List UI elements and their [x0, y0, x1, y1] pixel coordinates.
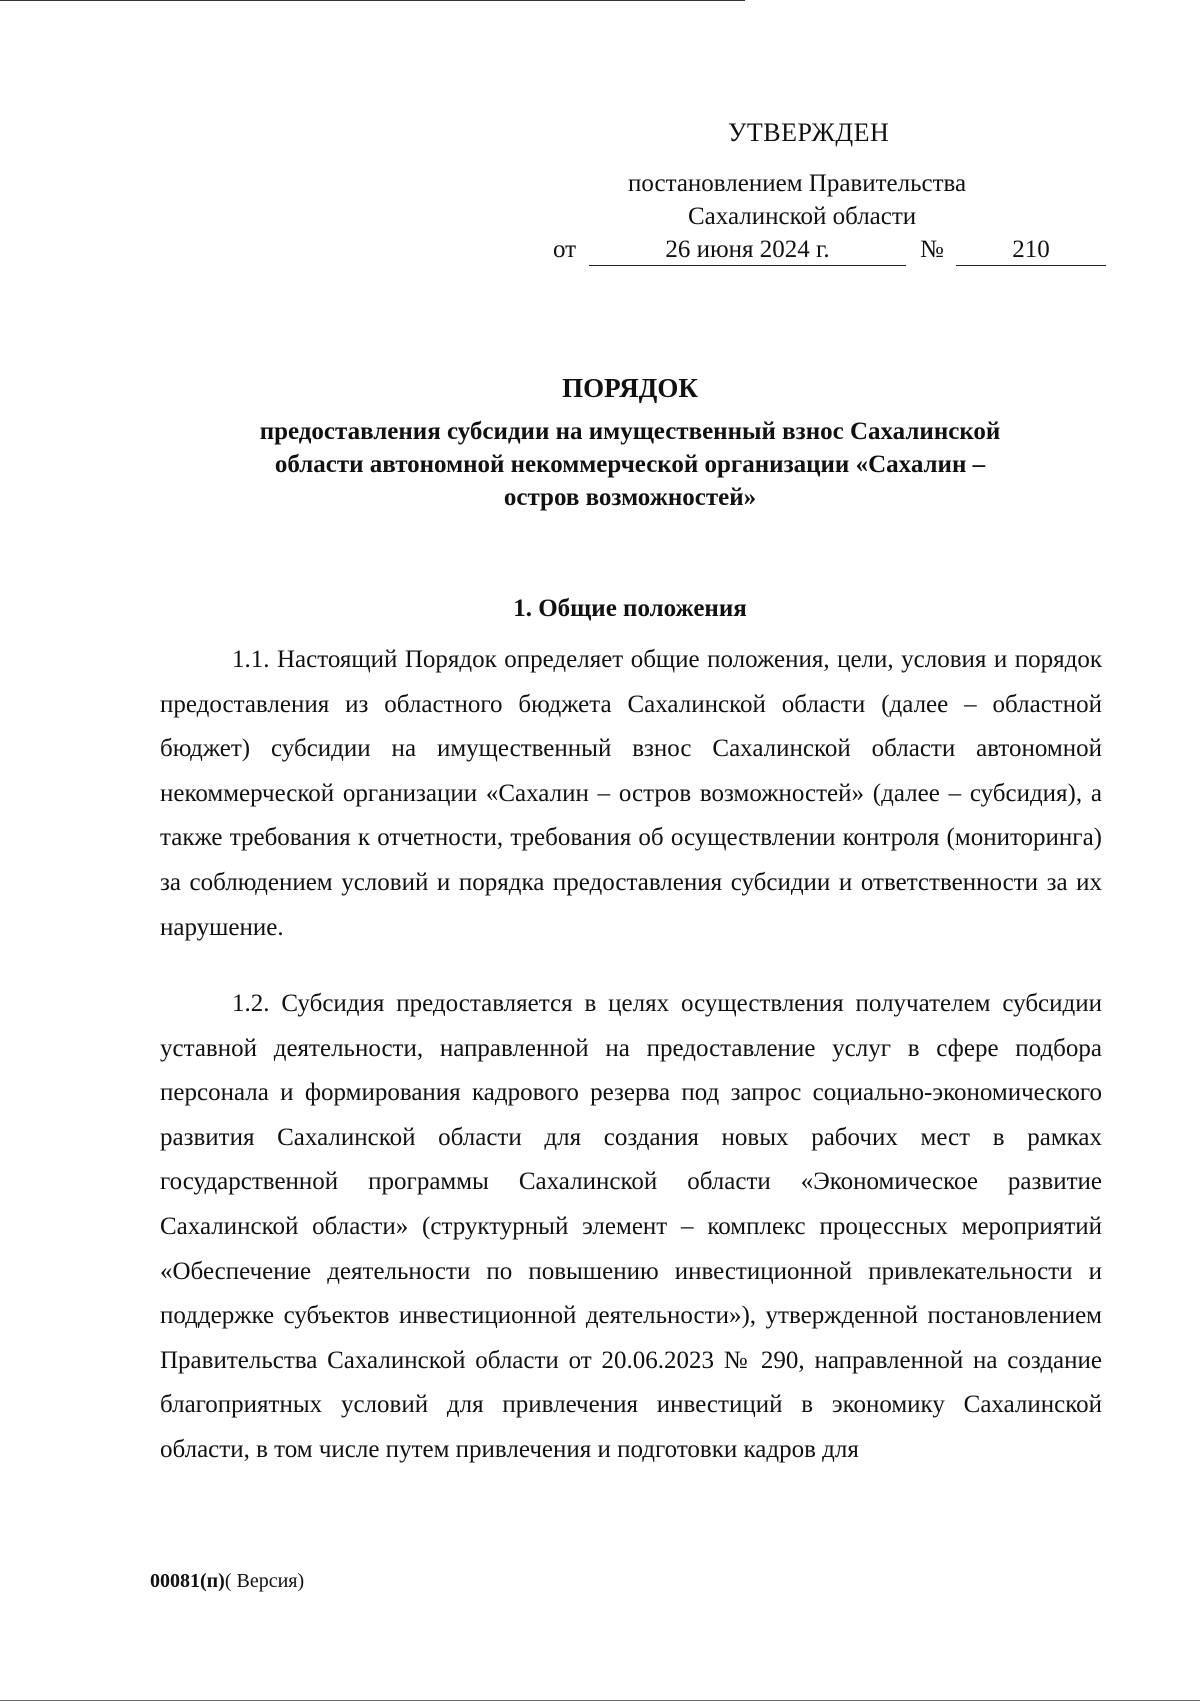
- approval-number: 210: [956, 236, 1106, 266]
- footer-document-code: [150, 1570, 304, 1593]
- document-title: ПОРЯДОК: [562, 373, 698, 403]
- bottom-edge-rule: [0, 1700, 1200, 1701]
- footer-code: 00081(п): [150, 1570, 225, 1592]
- paragraph-1-2: 1.2. Субсидия предоставляется в целях осуществления получателем субсидии уставной деятельности, направленной на предоставление услуг в сфере подбора персонала и формирования кадрового резерва под запрос социально-экономического развития Сахалинской области для создания новых рабочих мест в рамках государственной программы Сахалинской области «Экономическое развитие Сахалинской области» (структурный элемент – комплекс процессных мероприятий «Обеспечение деятельности по повышению инвестиционной привлекательности и поддержке субъектов инвестиционной деятельности»), утвержденной постановлением Правительства Сахалинской области от 20.06.2023 № 290, направленной на создание благоприятных условий для привлечения инвестиций в экономику Сахалинской области, в том числе путем привлечения и подготовки кадров для: [160, 990, 1102, 1463]
- approval-date: 26 июня 2024 г.: [589, 236, 906, 266]
- approval-line-region: Сахалинской области: [688, 203, 917, 230]
- top-edge-rule: [0, 0, 745, 1]
- section-heading: 1. Общие положения: [513, 595, 747, 622]
- footer-version: ( Версия): [224, 1570, 305, 1592]
- number-label: №: [920, 236, 944, 263]
- document-subtitle: предоставления субсидии на имущественный взнос Сахалинской области автономной некоммерческой организации «Сахалин – остров возможностей»: [259, 418, 1001, 511]
- paragraph-1-1: 1.1. Настоящий Порядок определяет общие положения, цели, условия и порядок предоставления из областного бюджета Сахалинской области (далее – областной бюджет) субсидии на имущественный взнос Сахалинской области автономной некоммерческой организации «Сахалин – остров возможностей» (далее – субсидия), а также требования к отчетности, требования об осуществлении контроля (мониторинга) за соблюдением условий и порядка предоставления субсидии и ответственности за их нарушение.: [160, 646, 1102, 941]
- from-label: от: [553, 236, 577, 263]
- approval-line-authority: постановлением Правительства: [628, 170, 967, 197]
- approval-stamp-title: УТВЕРЖДЕН: [728, 118, 890, 147]
